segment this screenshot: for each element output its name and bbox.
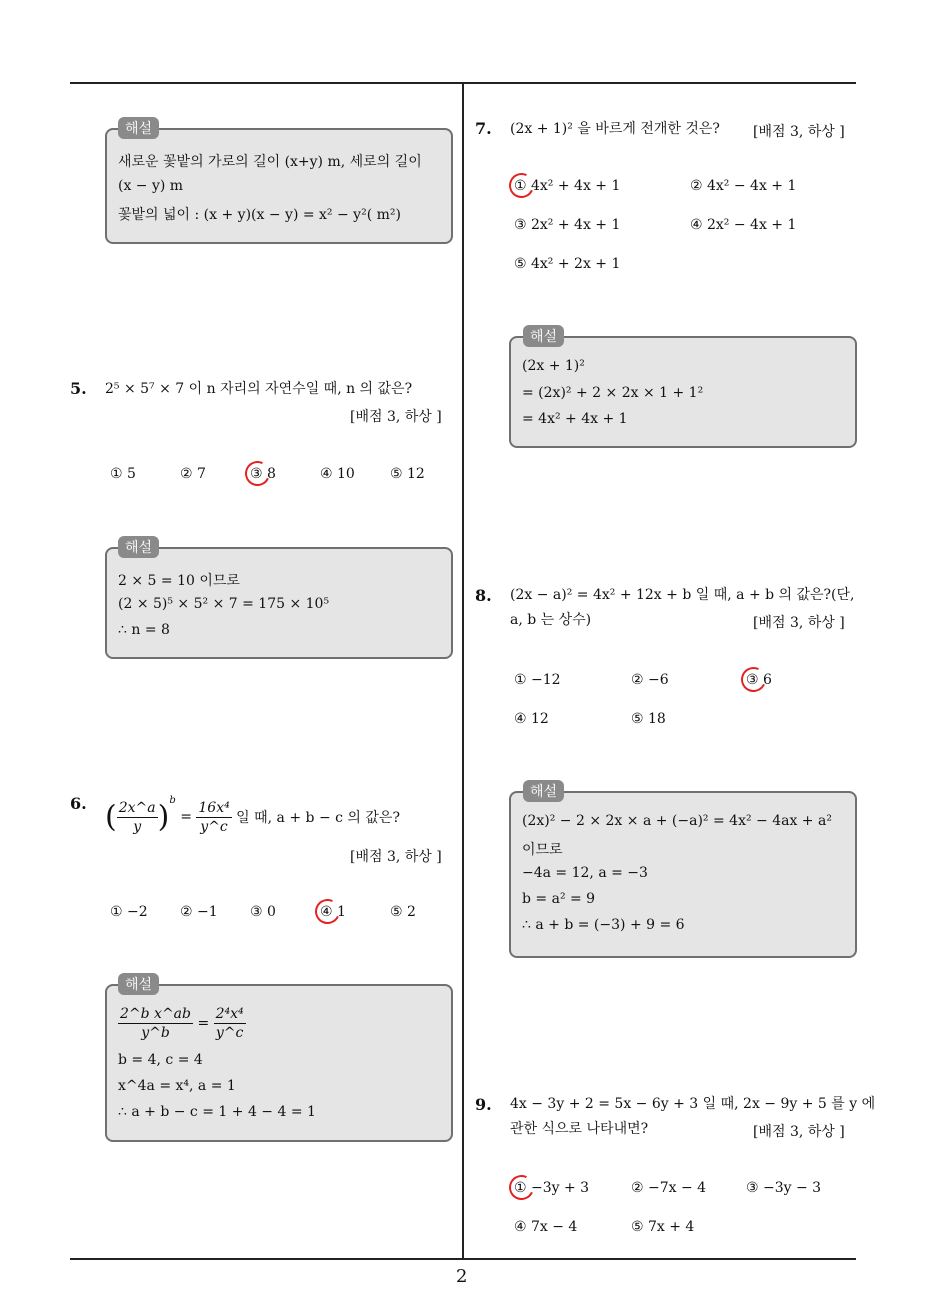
lhs-numerator: 2x^a bbox=[118, 799, 156, 816]
question-number: 6. bbox=[70, 794, 87, 813]
solution-frac-right-num: 2⁴x⁴ bbox=[215, 1006, 244, 1022]
choice[interactable]: ③ 8 bbox=[250, 466, 276, 482]
choice[interactable]: ④ 7x − 4 bbox=[514, 1219, 578, 1235]
answer-mark-circle bbox=[241, 457, 273, 489]
question-text: 4x − 3y + 2 = 5x − 6y + 3 일 때, 2x − 9y + 5 를 y 에 bbox=[510, 1096, 876, 1112]
solution-line: = (2x)² + 2 × 2x × 1 + 1² bbox=[522, 385, 704, 401]
solution-line: ∴ a + b = (−3) + 9 = 6 bbox=[522, 917, 685, 933]
solution-line: ∴ n = 8 bbox=[118, 622, 170, 638]
choice[interactable]: ③ 6 bbox=[746, 672, 772, 688]
question-number: 7. bbox=[475, 119, 492, 138]
choice[interactable]: ⑤ 18 bbox=[631, 711, 666, 727]
solution-line: 이므로 bbox=[522, 842, 563, 858]
question-points: [배점 3, 하상 ] bbox=[350, 849, 442, 865]
solution-tag: 해설 bbox=[523, 780, 564, 802]
lhs-denominator: y bbox=[133, 818, 142, 835]
choice[interactable]: ① 5 bbox=[110, 466, 136, 482]
solution-line: (2x)² − 2 × 2x × a + (−a)² = 4x² − 4ax + a² bbox=[522, 813, 832, 829]
question-text: 2⁵ × 5⁷ × 7 이 n 자리의 자연수일 때, n 의 값은? bbox=[105, 381, 413, 397]
answer-mark-circle bbox=[505, 1171, 537, 1203]
solution-fraction-equation: $\frac{\text{2\textasciicircum{}b x\textasciicircum{}ab}}{y\^{}b}$ = $\frac{\text{2⁴x⁴}}{y\^{}c}$ bbox=[120, 1006, 244, 1041]
solution-line: x^4a = x⁴, a = 1 bbox=[118, 1078, 236, 1094]
solution-frac-left-num: 2^b x^ab bbox=[120, 1006, 191, 1022]
rhs-numerator: 16x⁴ bbox=[198, 799, 230, 816]
choice[interactable]: ② −1 bbox=[180, 904, 218, 920]
solution-line: = 4x² + 4x + 1 bbox=[522, 411, 628, 427]
solution-line: −4a = 12, a = −3 bbox=[522, 865, 648, 881]
prev-solution-line: 꽃밭의 넓이 : (x + y)(x − y) = x² − y²( m²) bbox=[118, 207, 401, 223]
question-text: a, b 는 상수) bbox=[510, 612, 592, 628]
question-points: [배점 3, 하상 ] bbox=[350, 409, 442, 425]
solution-line: ∴ a + b − c = 1 + 4 − 4 = 1 bbox=[118, 1104, 316, 1120]
choice[interactable]: ② −6 bbox=[631, 672, 669, 688]
bottom-rule bbox=[70, 1258, 856, 1260]
solution-tag: 해설 bbox=[118, 536, 159, 558]
choice[interactable]: ④ 12 bbox=[514, 711, 549, 727]
choice[interactable]: ⑤ 7x + 4 bbox=[631, 1219, 695, 1235]
choice[interactable]: ① 4x² + 4x + 1 bbox=[514, 178, 621, 194]
solution-line: b = a² = 9 bbox=[522, 891, 596, 907]
choice[interactable]: ② 4x² − 4x + 1 bbox=[690, 178, 797, 194]
choice[interactable]: ④ 1 bbox=[320, 904, 346, 920]
solution-tag: 해설 bbox=[118, 973, 159, 995]
choice[interactable]: ① −3y + 3 bbox=[514, 1180, 590, 1196]
question-text: 일 때, a + b − c 의 값은? bbox=[236, 810, 400, 826]
choice[interactable]: ③ −3y − 3 bbox=[746, 1180, 822, 1196]
question-text: (2x − a)² = 4x² + 12x + b 일 때, a + b 의 값은?(단, bbox=[510, 587, 855, 603]
prev-solution-line: 새로운 꽃밭의 가로의 길이 (x+y) m, 세로의 길이 bbox=[118, 154, 422, 170]
question-number: 5. bbox=[70, 379, 87, 398]
prev-solution-line: (x − y) m bbox=[118, 178, 184, 194]
answer-mark-circle bbox=[311, 895, 343, 927]
choice[interactable]: ④ 2x² − 4x + 1 bbox=[690, 217, 797, 233]
choice[interactable]: ③ 0 bbox=[250, 904, 276, 920]
question-text: 관한 식으로 나타내면? bbox=[510, 1121, 649, 1137]
choice[interactable]: ⑤ 12 bbox=[390, 466, 425, 482]
choice[interactable]: ③ 2x² + 4x + 1 bbox=[514, 217, 621, 233]
solution-tag: 해설 bbox=[523, 325, 564, 347]
choice[interactable]: ② 7 bbox=[180, 466, 206, 482]
question-text: (2x + 1)² 을 바르게 전개한 것은? bbox=[510, 121, 720, 137]
solution-line: b = 4, c = 4 bbox=[118, 1052, 203, 1068]
page-number: 2 bbox=[456, 1266, 468, 1287]
solution-line: (2x + 1)² bbox=[522, 358, 585, 374]
solution-frac-right-den: y^c bbox=[215, 1025, 244, 1041]
question-points: [배점 3, 하상 ] bbox=[753, 124, 845, 140]
choice[interactable]: ⑤ 2 bbox=[390, 904, 416, 920]
question-points: [배점 3, 하상 ] bbox=[753, 615, 845, 631]
column-divider bbox=[462, 84, 464, 1259]
question-number: 9. bbox=[475, 1095, 492, 1114]
solution-frac-left-den: y^b bbox=[141, 1025, 170, 1041]
choice[interactable]: ② −7x − 4 bbox=[631, 1180, 707, 1196]
choice[interactable]: ① −12 bbox=[514, 672, 561, 688]
question-equation: ( $\frac{2x\^{}a}{y}$ )$^b$ = $\frac{\text{16x⁴}}{y\^{}c}$ 일 때, a + b − c 의 값은? bbox=[105, 795, 400, 835]
solution-line: 2 × 5 = 10 이므로 bbox=[118, 573, 240, 589]
question-points: [배점 3, 하상 ] bbox=[753, 1124, 845, 1140]
choice[interactable]: ④ 10 bbox=[320, 466, 355, 482]
answer-mark-circle bbox=[737, 663, 769, 695]
prev-solution-tag: 해설 bbox=[118, 117, 159, 139]
solution-line: (2 × 5)⁵ × 5² × 7 = 175 × 10⁵ bbox=[118, 596, 330, 612]
question-number: 8. bbox=[475, 586, 492, 605]
choice[interactable]: ① −2 bbox=[110, 904, 148, 920]
answer-mark-circle bbox=[505, 169, 537, 201]
choice[interactable]: ⑤ 4x² + 2x + 1 bbox=[514, 256, 621, 272]
lhs-exponent: b bbox=[169, 795, 176, 806]
rhs-denominator: y^c bbox=[200, 818, 228, 835]
